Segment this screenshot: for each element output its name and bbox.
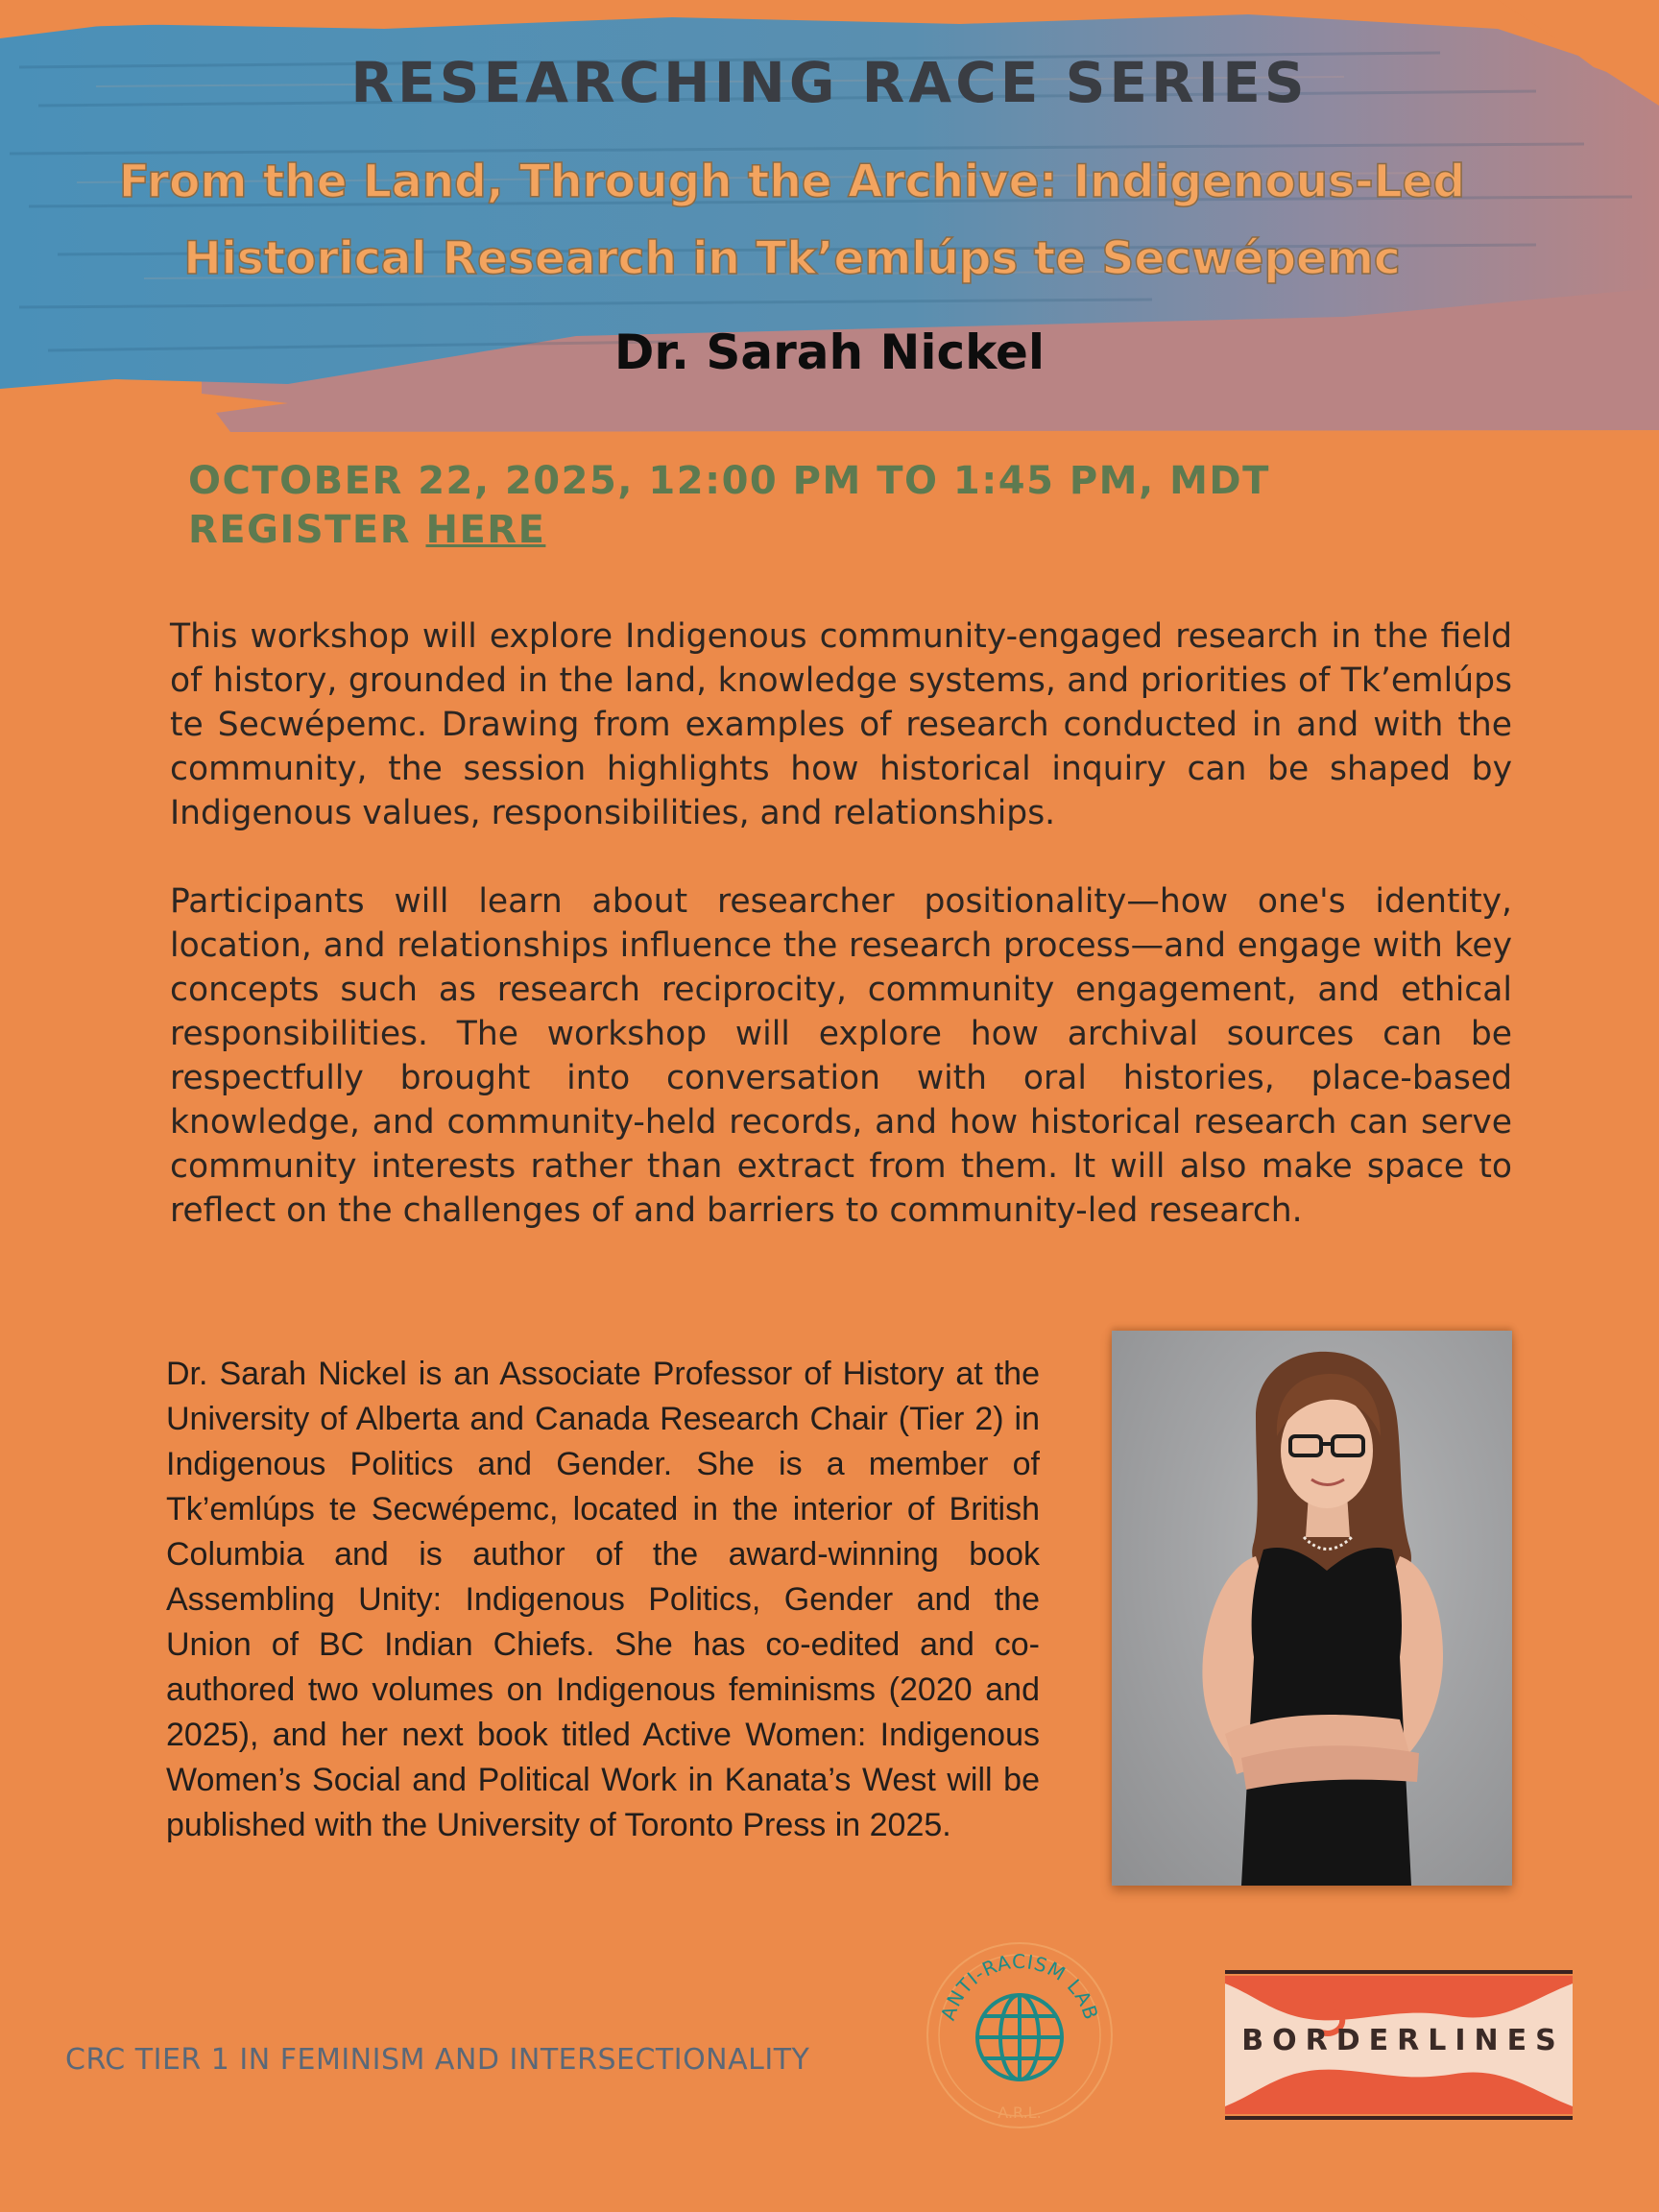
series-title: RESEARCHING RACE SERIES <box>350 50 1309 115</box>
crc-credit: CRC TIER 1 IN FEMINISM AND INTERSECTIONALITY <box>65 2043 810 2077</box>
globe-icon <box>977 1995 1062 2080</box>
borderlines-wordmark: BORDERLINES <box>1241 2024 1565 2057</box>
event-title <box>58 144 1527 298</box>
anti-racism-lab-logo <box>924 1939 1116 2131</box>
register-link[interactable]: HERE <box>425 508 546 552</box>
arl-logo-bottom-text: A.R.L. <box>998 2104 1042 2122</box>
speaker-portrait <box>1112 1331 1512 1886</box>
speaker-name: Dr. Sarah Nickel <box>613 325 1046 380</box>
event-info <box>188 457 1270 555</box>
workshop-description <box>170 614 1512 1277</box>
event-title-line-1: From the Land, Through the Archive: Indigenous-Led <box>118 156 1466 208</box>
arl-logo-top-text: ANTI-RACISM LAB <box>936 1949 1103 2024</box>
description-paragraph-2: Participants will learn about researcher positionality—how one's identity, location, and relationships influence the research process—and engage with key concepts such as research reciprocity, community engagement, and ethical responsibilities. The workshop will explore how archival sources can be respectfully brought into conversation with oral histories, place-based knowledge, and community-held records, and how historical research can serve community interests rather than extract from them. It will also make space to reflect on the challenges of and barriers to community-led research. <box>170 882 1512 1230</box>
register-line <box>188 506 1270 555</box>
portrait-illustration <box>1112 1331 1512 1886</box>
register-prefix: REGISTER <box>188 508 426 552</box>
speaker-bio: Dr. Sarah Nickel is an Associate Professor of History at the University of Alberta and Canada Research Chair (Tier 2) in Indigenous Politics and Gender. She is a member of Tk’emlúps te Secwépemc, located in the interior of British Columbia and is author of the award-winning book Assembling Unity: Indigenous Politics, Gender and the Union of BC Indian Chiefs. She has co-edited and co-authored two volumes on Indigenous feminisms (2020 and 2025), and her next book titled Active Women: Indigenous Women’s Social and Political Work in Kanata’s West will be published with the University of Toronto Press in 2025. <box>166 1356 1040 1843</box>
event-title-line-2: Historical Research in Tk’emlúps te Secwépemc <box>183 232 1401 285</box>
description-paragraph-1: This workshop will explore Indigenous community-engaged research in the field of history, grounded in the land, knowledge systems, and priorities of Tk’emlúps te Secwépemc. Drawing from examples of research conducted in and with the community, the session highlights how historical inquiry can be shaped by Indigenous values, responsibilities, and relationships. <box>170 617 1512 832</box>
event-datetime: OCTOBER 22, 2025, 12:00 PM TO 1:45 PM, MDT <box>188 459 1270 503</box>
